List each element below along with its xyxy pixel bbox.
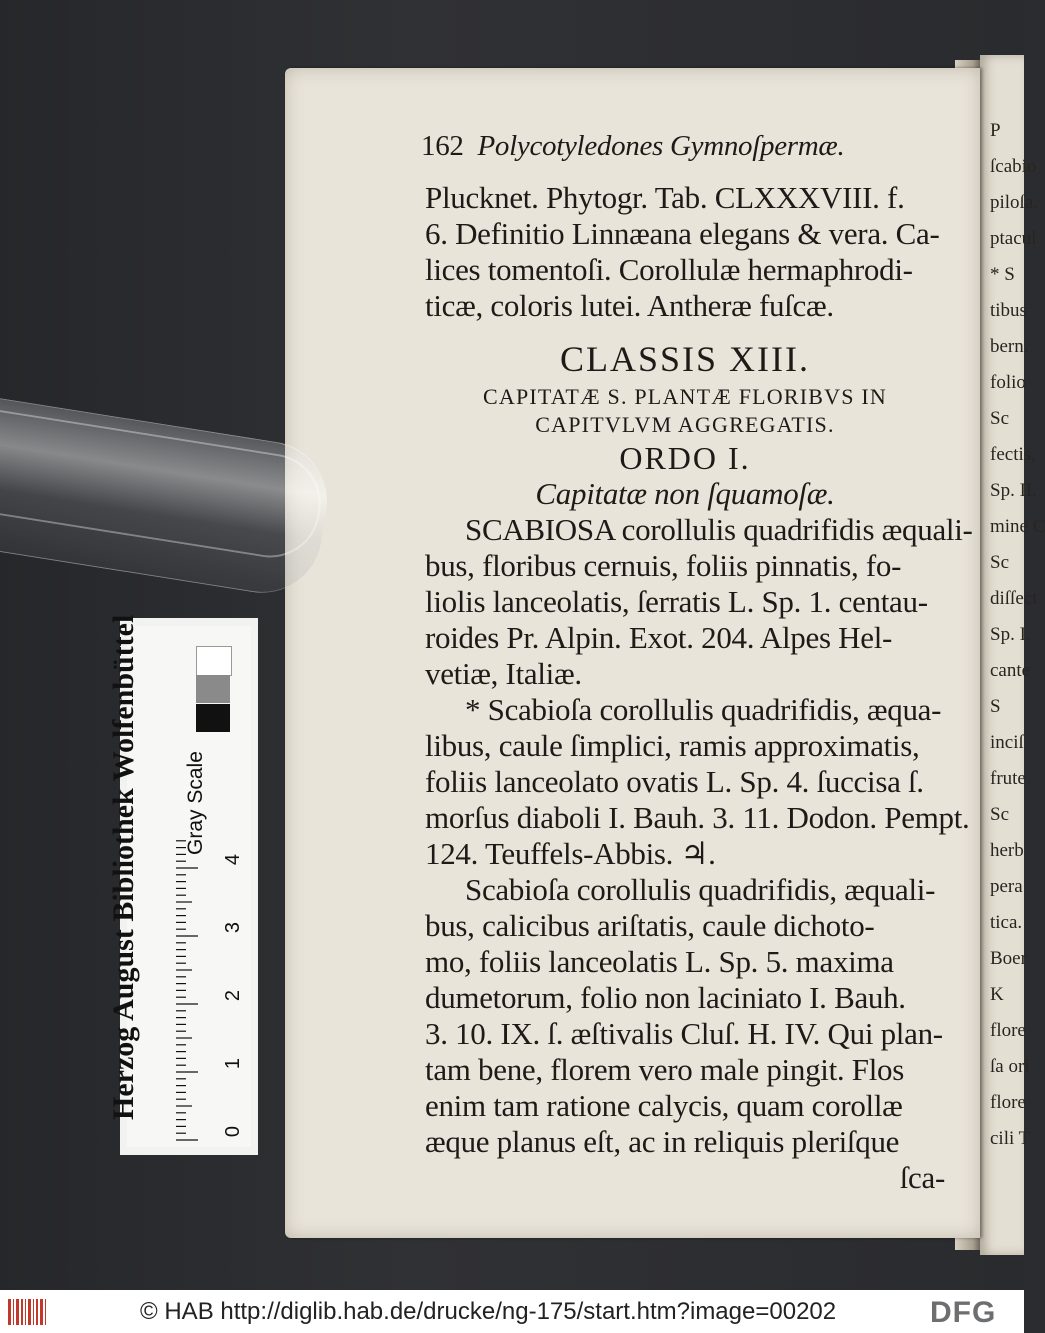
facing-page-line: * S	[990, 264, 1015, 285]
running-title: Polycotyledones Gymnoſpermæ.	[477, 130, 845, 162]
facing-page-line: ſcabio	[990, 156, 1037, 177]
facing-page-line: cili T	[990, 1128, 1031, 1149]
facing-page-line: bern.	[990, 336, 1029, 357]
text-line: dumetorum, folio non laciniato I. Bauh.	[425, 980, 906, 1015]
text-line: bus, floribus cernuis, foliis pinnatis, fo-	[425, 548, 902, 583]
facing-page-line: Sc	[990, 552, 1009, 573]
facing-page-line: K	[990, 984, 1004, 1005]
capitatae-heading: CAPITVLVM AGGREGATIS.	[535, 412, 835, 437]
text-line: Scabioſa corollulis quadrifidis, æquali-	[465, 872, 936, 907]
copyright-url[interactable]: © HAB http://diglib.hab.de/drucke/ng-175/start.htm?image=00202	[140, 1298, 837, 1325]
facing-page-line: P	[990, 120, 1001, 141]
text-line: enim tam ratione calycis, quam corollæ	[425, 1088, 903, 1123]
facing-page-line: tibus	[990, 300, 1027, 321]
barcode-icon	[8, 1299, 48, 1325]
ruler-number: 2	[222, 989, 245, 1002]
facing-page-line: flore	[990, 1092, 1026, 1113]
ruler-number: 0	[222, 1125, 245, 1138]
facing-page-line: herb	[990, 840, 1024, 861]
ruler-number: 4	[222, 853, 245, 866]
ordo-subheading: Capitatæ non ſquamoſæ.	[535, 476, 835, 511]
facing-page-line: inciſ	[990, 732, 1024, 753]
facing-page-line: Sc	[990, 408, 1009, 429]
ruler-number: 1	[222, 1057, 245, 1070]
facing-page-line: ſa ori	[990, 1056, 1030, 1077]
facing-page-line: pera	[990, 876, 1023, 897]
gray-swatch-mid	[196, 675, 230, 703]
facing-page-line: Sp. II.	[990, 480, 1037, 501]
text-line: tam bene, florem vero male pingit. Flos	[425, 1052, 905, 1087]
facing-page-line: piloſa.	[990, 192, 1039, 213]
facing-page-line: tica.	[990, 912, 1023, 933]
text-line: roides Pr. Alpin. Exot. 204. Alpes Hel-	[425, 620, 893, 655]
text-line: vetiæ, Italiæ.	[425, 656, 582, 691]
page-number: 162	[421, 130, 464, 162]
text-line: æque planus eſt, ac in reliquis pleriſque	[425, 1124, 900, 1159]
facing-page-line: Sc	[990, 804, 1009, 825]
text-line: foliis lanceolato ovatis L. Sp. 4. ſuccisa ſ.	[425, 764, 924, 799]
classis-heading: CLASSIS XIII.	[559, 339, 810, 379]
facing-page-line: fectis,	[990, 444, 1036, 465]
text-line: 6. Definitio Linnæana elegans & vera. Ca-	[425, 216, 940, 251]
text-line: ticæ, coloris lutei. Antheræ fuſcæ.	[425, 288, 834, 323]
gray-swatch-white	[196, 646, 232, 676]
ordo-heading: ORDO I.	[619, 440, 751, 476]
running-header	[421, 130, 844, 163]
facing-page-line: mine C	[990, 516, 1045, 537]
gray-scale-label: Gray Scale	[184, 751, 207, 855]
text-line: mo, foliis lanceolatis L. Sp. 5. maxima	[425, 944, 894, 979]
text-line: liolis lanceolatis, ſerratis L. Sp. 1. centau-	[425, 584, 928, 619]
facing-page-line: frute	[990, 768, 1026, 789]
text-line: 3. 10. IX. ſ. æſtivalis Cluſ. H. IV. Qui plan-	[425, 1016, 943, 1051]
facing-page-line: folio	[990, 372, 1026, 393]
dfg-logo: DFG	[930, 1296, 997, 1329]
facing-page-line: Boer	[990, 948, 1027, 969]
text-line: bus, calicibus ariſtatis, caule dichoto-	[425, 908, 875, 943]
capitatae-heading: CAPITATÆ S. PLANTÆ FLORIBVS IN	[482, 384, 887, 409]
facing-page-line: flore	[990, 1020, 1026, 1041]
text-line: * Scabioſa corollulis quadrifidis, æqua-	[465, 692, 942, 727]
facing-page-line: cante	[990, 660, 1031, 681]
catchword: ſca-	[899, 1160, 945, 1195]
ruler-number: 3	[222, 921, 245, 934]
facing-page-line: Sp. I.	[990, 624, 1031, 645]
facing-page-line: diſſect	[990, 588, 1038, 609]
text-line: libus, caule ſimplici, ramis approximatis,	[425, 728, 920, 763]
text-line: SCABIOSA corollulis quadrifidis æquali-	[465, 512, 973, 547]
text-line: lices tomentoſi. Corollulæ hermaphrodi-	[425, 252, 913, 287]
text-line: Plucknet. Phytogr. Tab. CLXXXVIII. f.	[425, 180, 905, 215]
gray-swatch-black	[196, 704, 230, 732]
facing-page-line: S	[990, 696, 1001, 717]
facing-page-line: ptacul	[990, 228, 1037, 249]
library-name: Herzog August Bibliothek Wolfenbüttel	[107, 614, 140, 1120]
text-line: morſus diaboli I. Bauh. 3. 11. Dodon. Pempt.	[425, 800, 970, 835]
text-line: 124. Teuffels-Abbis. ♃.	[425, 836, 716, 871]
